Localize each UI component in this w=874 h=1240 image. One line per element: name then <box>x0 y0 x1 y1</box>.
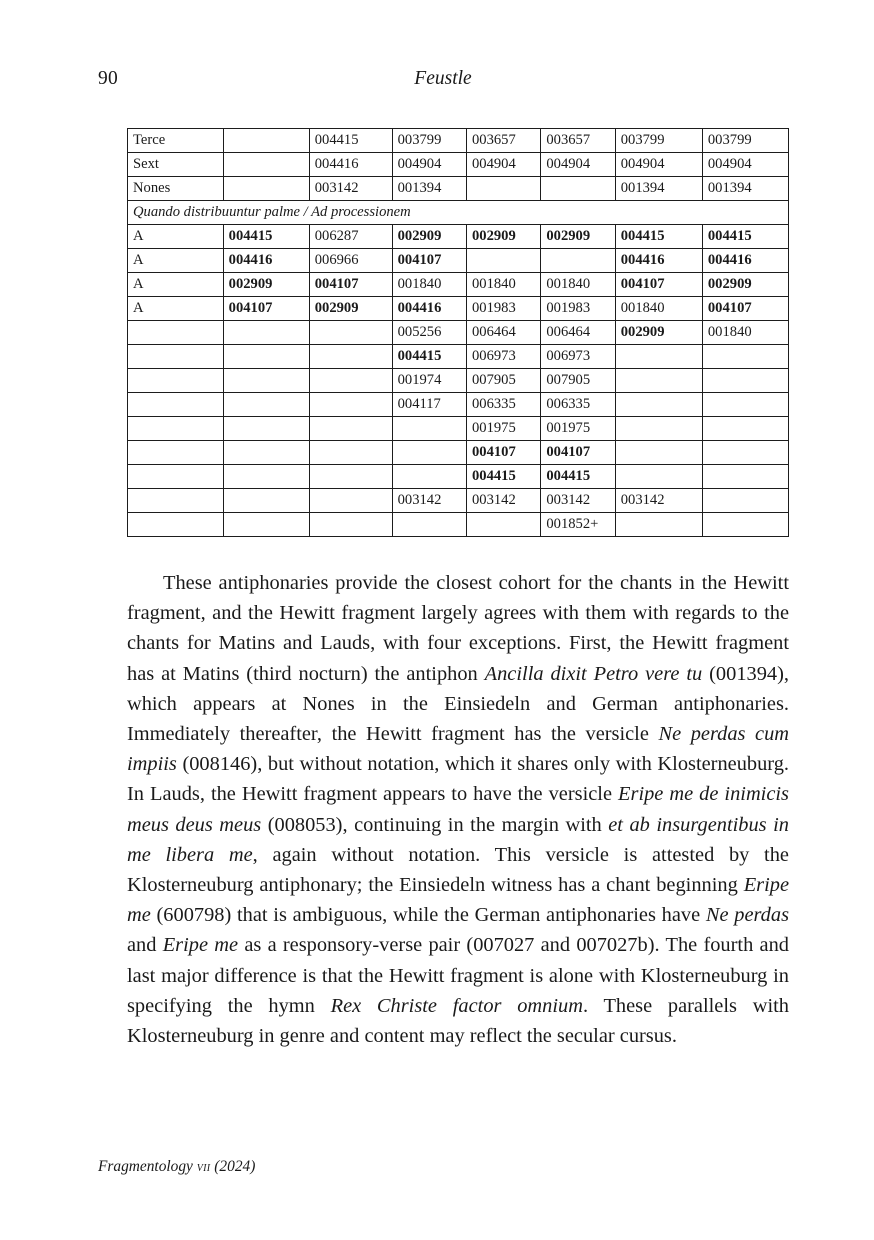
table-cell: 001394 <box>702 177 788 201</box>
table-cell: 004416 <box>309 153 392 177</box>
table-row <box>128 129 789 153</box>
table-row <box>128 177 789 201</box>
table-cell: A <box>128 249 224 273</box>
table-row <box>128 201 789 225</box>
table-row <box>128 249 789 273</box>
table-cell <box>309 489 392 513</box>
table-cell <box>615 513 702 537</box>
table-cell: 006464 <box>541 321 615 345</box>
table-cell: 001852+ <box>541 513 615 537</box>
table-cell <box>615 369 702 393</box>
table-cell: 001840 <box>615 297 702 321</box>
table-cell: 004107 <box>309 273 392 297</box>
table-cell: 004415 <box>466 465 540 489</box>
table-cell: 005256 <box>392 321 466 345</box>
table-cell: 001840 <box>466 273 540 297</box>
table-cell: 001983 <box>541 297 615 321</box>
table-cell: 004904 <box>392 153 466 177</box>
table-cell <box>702 369 788 393</box>
table-cell <box>615 345 702 369</box>
table-cell: 004107 <box>466 441 540 465</box>
table-row <box>128 273 789 297</box>
table-cell <box>223 345 309 369</box>
table-cell: 001394 <box>392 177 466 201</box>
table-cell: A <box>128 225 224 249</box>
table-cell: 007905 <box>466 369 540 393</box>
table-cell: Sext <box>128 153 224 177</box>
table-cell: 004904 <box>541 153 615 177</box>
table-cell: 003799 <box>615 129 702 153</box>
table-cell <box>223 417 309 441</box>
table-cell <box>466 249 540 273</box>
table-row <box>128 369 789 393</box>
table-cell: 003142 <box>541 489 615 513</box>
table-cell <box>223 321 309 345</box>
table-row <box>128 489 789 513</box>
table-cell: 003142 <box>615 489 702 513</box>
table-cell <box>223 513 309 537</box>
body-text <box>127 568 789 1051</box>
table-cell: 002909 <box>223 273 309 297</box>
table-cell <box>702 345 788 369</box>
table-cell: 004416 <box>615 249 702 273</box>
table-cell <box>392 465 466 489</box>
table-cell: 004107 <box>615 273 702 297</box>
table-cell: 007905 <box>541 369 615 393</box>
table-row <box>128 417 789 441</box>
table-cell: 002909 <box>392 225 466 249</box>
chant-concordance-table-wrapper <box>127 128 789 537</box>
table-row <box>128 513 789 537</box>
paragraph: These antiphonaries provide the closest cohort for the chants in the Hewitt fragment, and the Hewitt fragment largely agrees with them with regards to the chants for Matins and Lauds, with four exceptions. First, the Hewitt fragment has at Matins (third nocturn) the antiphon Ancilla dixit Petro vere tu (001394), which appears at Nones in the Einsiedeln and German antiphonaries. Immediately thereafter, the Hewitt fragment has the versicle Ne perdas cum impiis (008146), but without notation, which it shares only with Klosterneuburg. In Lauds, the Hewitt fragment appears to have the versicle Eripe me de inimicis meus deus meus (008053), continuing in the margin with et ab insurgentibus in me libera me, again without notation. This versicle is attested by the Klosterneuburg antiphonary; the Einsiedeln witness has a chant beginning Eripe me (600798) that is ambiguous, while the German antiphonaries have Ne perdas and Eripe me as a responsory-verse pair (007027 and 007027b). The fourth and last major difference is that the Hewitt fragment is alone with Klosterneuburg in specifying the hymn Rex Christe factor omnium. These parallels with Klosterneuburg in genre and content may reflect the secular cursus. <box>127 572 790 1048</box>
table-section-header: Quando distribuuntur palme / Ad processionem <box>128 201 789 225</box>
table-cell <box>223 129 309 153</box>
table-cell: 006335 <box>466 393 540 417</box>
table-cell: 003799 <box>392 129 466 153</box>
table-cell: 001840 <box>392 273 466 297</box>
footer-citation <box>98 1158 255 1176</box>
table-cell <box>128 465 224 489</box>
table-cell: 003142 <box>466 489 540 513</box>
table-row <box>128 441 789 465</box>
table-row <box>128 393 789 417</box>
table-cell: 004415 <box>615 225 702 249</box>
table-row <box>128 225 789 249</box>
table-body <box>128 129 789 537</box>
table-cell: A <box>128 273 224 297</box>
chant-concordance-table <box>127 128 789 537</box>
table-cell: 004117 <box>392 393 466 417</box>
table-cell <box>223 153 309 177</box>
table-row <box>128 321 789 345</box>
table-cell: 004904 <box>702 153 788 177</box>
table-cell <box>702 441 788 465</box>
table-cell <box>128 369 224 393</box>
table-cell <box>309 465 392 489</box>
table-cell <box>128 417 224 441</box>
table-cell: 003657 <box>466 129 540 153</box>
table-cell: 006966 <box>309 249 392 273</box>
page-number: 90 <box>98 68 118 89</box>
table-cell: Terce <box>128 129 224 153</box>
table-cell <box>309 393 392 417</box>
table-cell <box>128 441 224 465</box>
table-cell: 001840 <box>541 273 615 297</box>
table-cell <box>541 177 615 201</box>
table-cell <box>392 417 466 441</box>
table-cell <box>541 249 615 273</box>
table-cell: 006287 <box>309 225 392 249</box>
table-cell: 002909 <box>309 297 392 321</box>
table-cell <box>702 513 788 537</box>
table-cell: 001975 <box>466 417 540 441</box>
table-cell: 002909 <box>541 225 615 249</box>
table-cell: 001840 <box>702 321 788 345</box>
table-cell: 006973 <box>541 345 615 369</box>
table-cell: 004416 <box>223 249 309 273</box>
table-cell: 004107 <box>392 249 466 273</box>
footer-journal: Fragmentology <box>98 1158 193 1175</box>
table-cell <box>615 465 702 489</box>
table-cell <box>702 489 788 513</box>
table-cell <box>309 321 392 345</box>
table-cell <box>702 465 788 489</box>
table-cell: 004107 <box>541 441 615 465</box>
table-cell <box>702 393 788 417</box>
table-cell: 004415 <box>541 465 615 489</box>
table-cell: 001983 <box>466 297 540 321</box>
table-cell: 004415 <box>223 225 309 249</box>
table-cell <box>615 417 702 441</box>
footer-year: (2024) <box>214 1158 256 1175</box>
table-cell <box>615 393 702 417</box>
table-cell <box>392 441 466 465</box>
table-row <box>128 297 789 321</box>
table-row <box>128 345 789 369</box>
table-cell <box>128 393 224 417</box>
table-cell <box>128 345 224 369</box>
table-cell <box>466 513 540 537</box>
table-cell: 003142 <box>309 177 392 201</box>
running-head <box>98 68 778 94</box>
table-cell <box>309 345 392 369</box>
table-cell: 003657 <box>541 129 615 153</box>
table-cell <box>128 321 224 345</box>
table-cell <box>309 369 392 393</box>
table-cell <box>309 513 392 537</box>
table-cell: 004904 <box>466 153 540 177</box>
table-cell: 002909 <box>702 273 788 297</box>
table-cell: 004415 <box>702 225 788 249</box>
table-cell: 001975 <box>541 417 615 441</box>
table-cell: 006973 <box>466 345 540 369</box>
table-cell: 001974 <box>392 369 466 393</box>
table-cell: 004904 <box>615 153 702 177</box>
running-title: Feustle <box>414 68 472 89</box>
table-cell <box>128 489 224 513</box>
table-cell <box>309 441 392 465</box>
table-cell <box>615 441 702 465</box>
table-row <box>128 153 789 177</box>
table-cell <box>223 489 309 513</box>
table-cell <box>392 513 466 537</box>
table-cell: 004107 <box>223 297 309 321</box>
table-cell <box>223 369 309 393</box>
table-cell: 004415 <box>392 345 466 369</box>
table-cell <box>128 513 224 537</box>
table-cell: 004416 <box>702 249 788 273</box>
table-cell: 003142 <box>392 489 466 513</box>
table-cell <box>223 465 309 489</box>
table-row <box>128 465 789 489</box>
table-cell: 004416 <box>392 297 466 321</box>
table-cell: 003799 <box>702 129 788 153</box>
table-cell <box>223 393 309 417</box>
table-cell <box>309 417 392 441</box>
table-cell: 001394 <box>615 177 702 201</box>
table-cell <box>466 177 540 201</box>
footer-volume: vii <box>196 1159 211 1175</box>
table-cell: Nones <box>128 177 224 201</box>
table-cell <box>223 177 309 201</box>
table-cell <box>223 441 309 465</box>
table-cell: 006335 <box>541 393 615 417</box>
table-cell: 002909 <box>615 321 702 345</box>
table-cell: 004415 <box>309 129 392 153</box>
table-cell <box>702 417 788 441</box>
table-cell: 006464 <box>466 321 540 345</box>
table-cell: 004107 <box>702 297 788 321</box>
table-cell: A <box>128 297 224 321</box>
table-cell: 002909 <box>466 225 540 249</box>
